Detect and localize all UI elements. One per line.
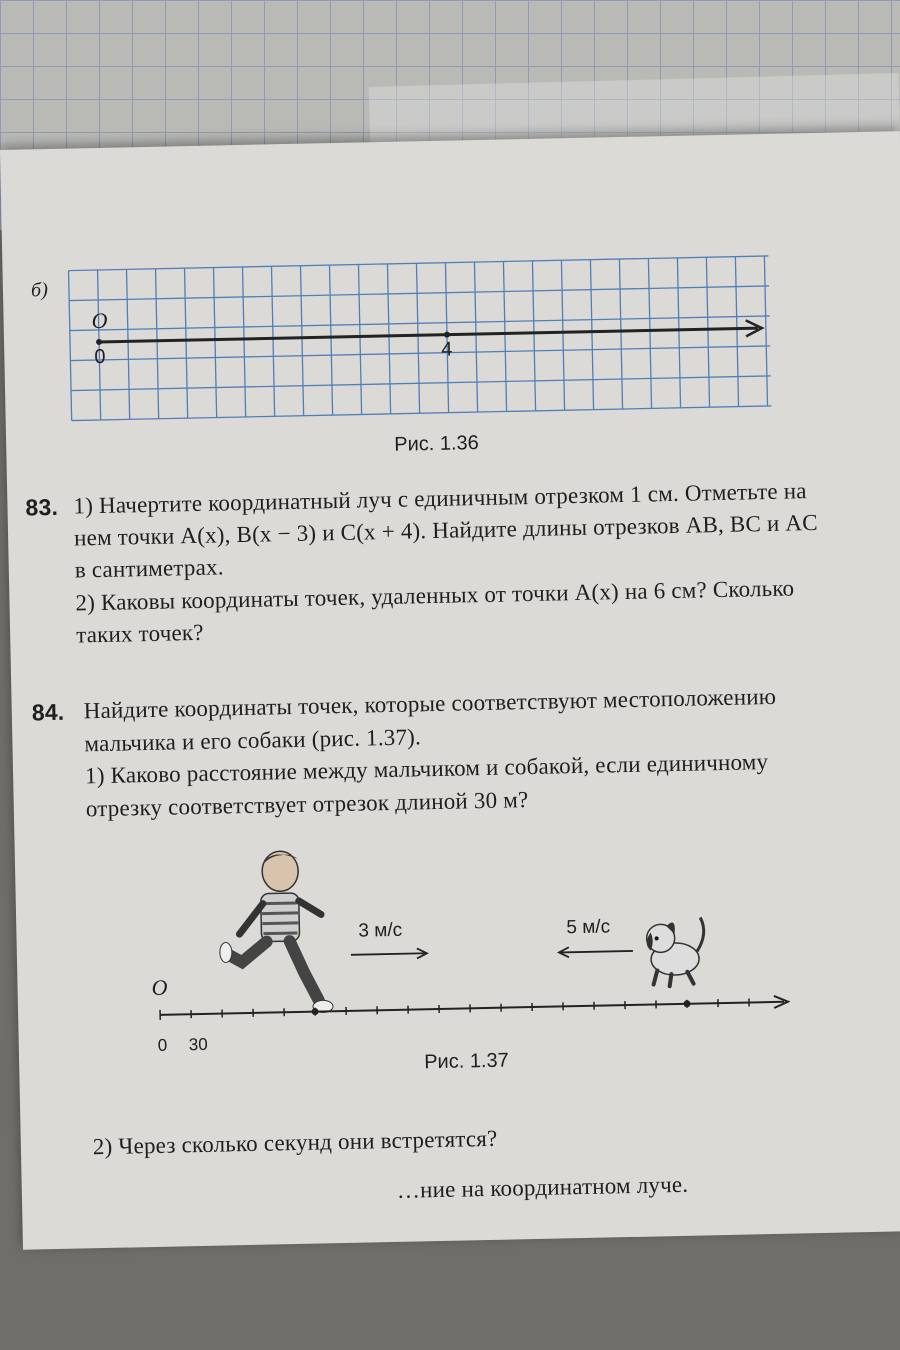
running-boy-illustration [220, 848, 334, 1020]
boy-direction-arrow [351, 947, 431, 961]
fig136-grid [69, 256, 772, 421]
boy-speed-label: 3 м/с [358, 920, 402, 943]
fig136-tick-0: 0 [94, 346, 106, 369]
problem83-line3: в сантиметрах. [75, 554, 224, 583]
fig136-origin-letter: O [91, 308, 108, 334]
problem84-line5: 2) Через сколько секунд они встретятся? [93, 1126, 498, 1160]
problem84-number: 84. [32, 699, 65, 727]
problem83-line1: 1) Начертите координатный луч с единичным отрезком 1 см. Отметьте на [73, 478, 807, 519]
problem84-line6: …ние на координатном луче. [397, 1172, 689, 1204]
textbook-page [0, 131, 900, 1250]
fig136-part-label: б) [31, 279, 49, 302]
problem83-line2: нем точки A(x), B(x − 3) и C(x + 4). Найдите длины отрезков AB, BC и AC [74, 510, 818, 552]
dog-speed-label: 5 м/с [566, 916, 610, 939]
fig136-caption: Рис. 1.36 [394, 432, 479, 457]
problem84-line3: 1) Каково расстояние между мальчиком и собакой, если единичному [85, 749, 769, 789]
fig137-origin-letter: O [151, 975, 168, 1001]
problem83-line5: таких точек? [76, 620, 204, 649]
problem84-line2: мальчика и его собаки (рис. 1.37). [84, 724, 421, 757]
dog-illustration [636, 903, 713, 990]
fig137-tick-0: 0 [158, 1036, 168, 1056]
fig137-tick-30: 30 [189, 1035, 208, 1055]
problem83-number: 83. [25, 494, 58, 522]
fig136-tick-4: 4 [441, 339, 453, 362]
dog-direction-arrow [557, 945, 637, 959]
problem84-line4: отрезку соответствует отрезок длиной 30 м? [86, 787, 529, 822]
problem83-line4: 2) Каковы координаты точек, удаленных от точки A(x) на 6 см? Сколько [75, 575, 794, 616]
fig137-caption: Рис. 1.37 [424, 1050, 509, 1075]
problem84-line1: Найдите координаты точек, которые соответствуют местоположению [84, 684, 777, 724]
